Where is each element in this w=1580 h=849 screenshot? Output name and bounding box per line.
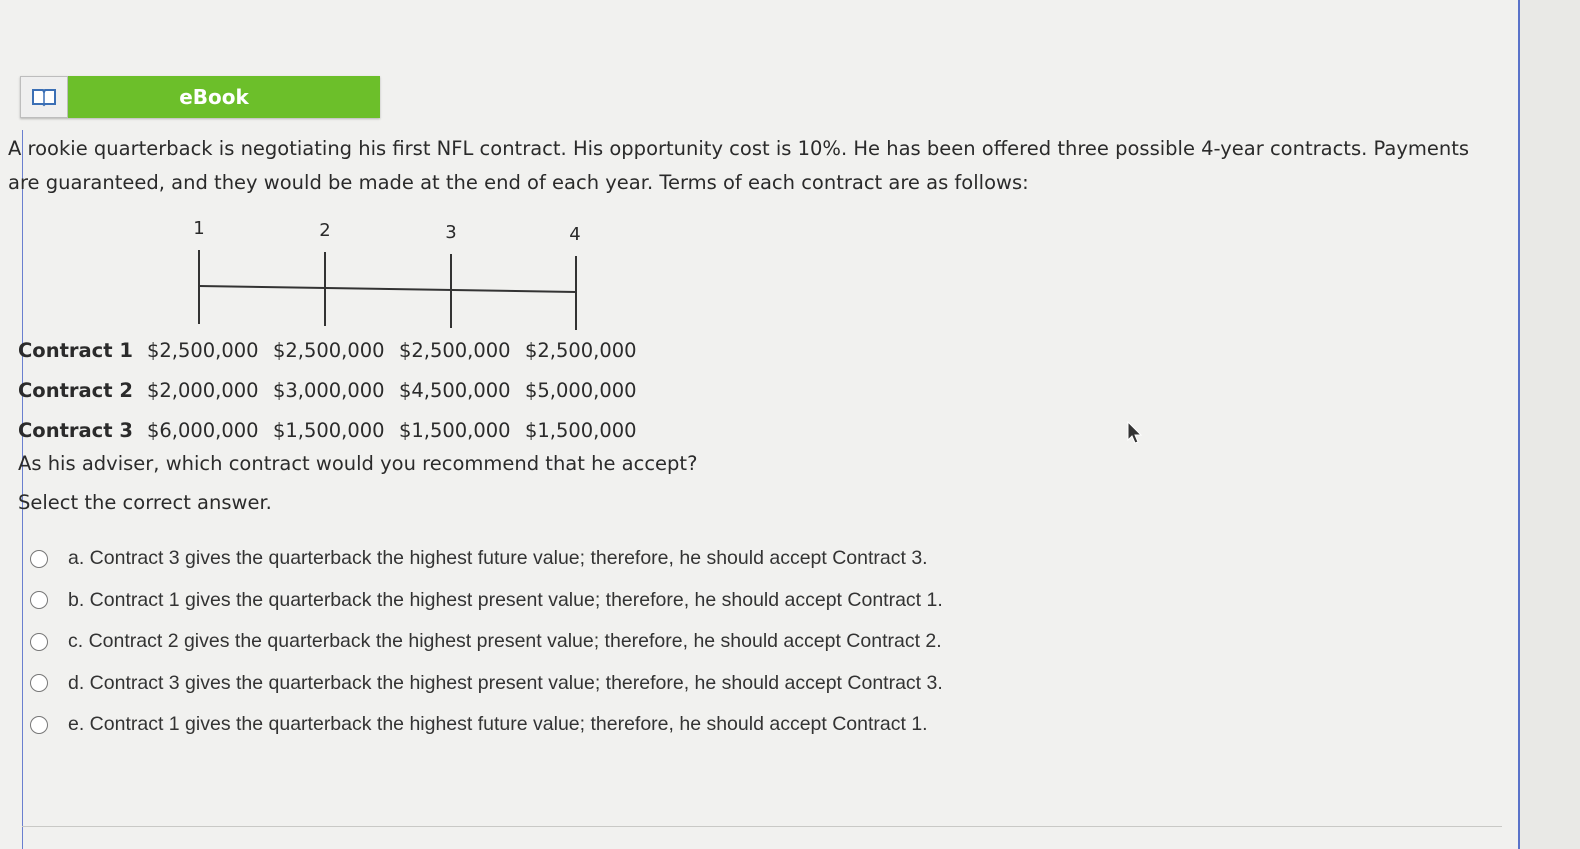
contract-payment: $2,500,000 [524, 338, 637, 362]
ebook-button[interactable] [20, 76, 380, 118]
answer-option-e[interactable] [30, 704, 943, 746]
option-text: a. Contract 3 gives the quarterback the highest future value; therefore, he should accept Contract 3. [68, 547, 928, 570]
contract-row [18, 410, 651, 450]
answer-option-a[interactable] [30, 538, 943, 580]
option-text: b. Contract 1 gives the quarterback the highest present value; therefore, he should accept Contract 1. [68, 588, 943, 611]
contract-name: Contract 2 [18, 378, 133, 402]
contract-payment: $3,000,000 [272, 378, 385, 402]
left-border-line [22, 130, 23, 849]
contract-row [18, 330, 651, 370]
timeline-diagram [180, 214, 600, 334]
answer-option-d[interactable] [30, 663, 943, 705]
contract-payment: $4,500,000 [398, 378, 511, 402]
select-instruction: Select the correct answer. [18, 491, 272, 514]
timeline-year-4: 4 [569, 224, 581, 245]
open-book-icon [20, 76, 68, 118]
answer-options [30, 538, 943, 746]
option-text: c. Contract 2 gives the quarterback the highest present value; therefore, he should accept Contract 2. [68, 630, 942, 653]
contract-row [18, 370, 651, 410]
contract-payment: $2,500,000 [272, 338, 385, 362]
timeline-axis [199, 286, 576, 292]
contract-payment: $5,000,000 [524, 378, 637, 402]
timeline-year-3: 3 [445, 222, 457, 243]
contract-payment: $1,500,000 [524, 418, 637, 442]
contract-payment: $1,500,000 [398, 418, 511, 442]
contract-payment: $1,500,000 [272, 418, 385, 442]
contract-payment: $2,500,000 [398, 338, 511, 362]
contract-name: Contract 3 [18, 418, 133, 442]
mouse-cursor-icon [1127, 421, 1143, 445]
option-text: d. Contract 3 gives the quarterback the highest present value; therefore, he should accept Contract 3. [68, 671, 943, 694]
question-text: A rookie quarterback is negotiating his first NFL contract. His opportunity cost is 10%. He has been offered three possible 4-year contracts. Payments are guaranteed, and they would be made at the end of each year. Terms of each contract are as follows: [8, 137, 1470, 194]
radio-button[interactable] [30, 674, 48, 692]
answer-option-b[interactable] [30, 580, 943, 622]
ebook-label: eBook [68, 76, 380, 118]
bottom-divider [22, 826, 1502, 827]
radio-button[interactable] [30, 633, 48, 651]
radio-button[interactable] [30, 716, 48, 734]
contract-payment: $2,500,000 [146, 338, 259, 362]
answer-option-c[interactable] [30, 621, 943, 663]
contracts-table [18, 330, 651, 450]
contract-payment: $6,000,000 [146, 418, 259, 442]
option-text: e. Contract 1 gives the quarterback the highest future value; therefore, he should accept Contract 1. [68, 713, 928, 736]
contract-name: Contract 1 [18, 338, 133, 362]
radio-button[interactable] [30, 591, 48, 609]
timeline-year-1: 1 [193, 218, 205, 239]
contract-payment: $2,000,000 [146, 378, 259, 402]
radio-button[interactable] [30, 550, 48, 568]
recommendation-question: As his adviser, which contract would you recommend that he accept? [18, 452, 698, 475]
timeline-year-2: 2 [319, 220, 331, 241]
